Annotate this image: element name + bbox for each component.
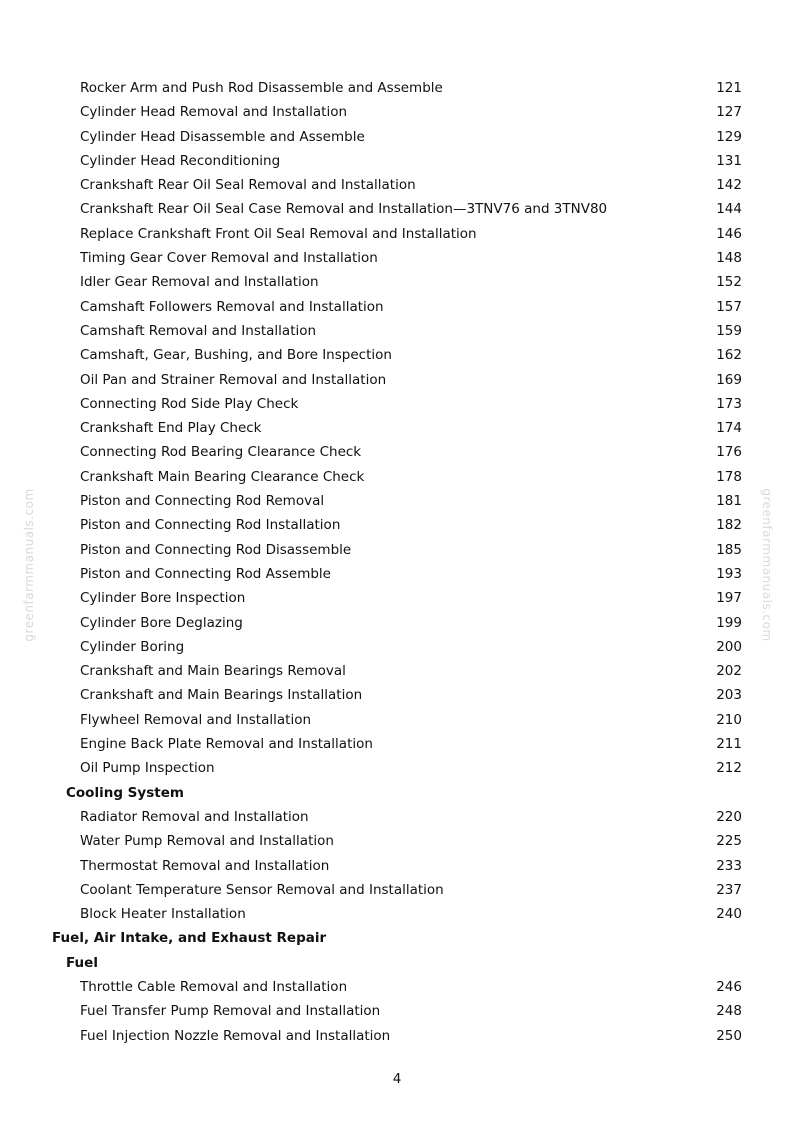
toc-entry[interactable]: [0, 197, 794, 221]
toc-chapter-heading[interactable]: [0, 926, 794, 950]
toc-entry-page: 246: [716, 978, 742, 995]
toc-entry[interactable]: [0, 76, 794, 100]
toc-entry[interactable]: [0, 659, 794, 683]
toc-entry[interactable]: [0, 270, 794, 294]
toc-entry-page: 197: [716, 590, 742, 607]
table-of-contents: [0, 76, 794, 1048]
toc-entry-title: Cylinder Boring: [80, 638, 185, 655]
toc-entry[interactable]: [0, 319, 794, 343]
toc-entry[interactable]: [0, 878, 794, 902]
toc-entry-title: Throttle Cable Removal and Installation: [80, 978, 348, 995]
toc-entry-title: Piston and Connecting Rod Removal: [80, 493, 325, 510]
toc-entry[interactable]: [0, 246, 794, 270]
toc-entry-page: 210: [716, 711, 742, 728]
toc-entry-page: 182: [716, 517, 742, 534]
toc-entry-title: Flywheel Removal and Installation: [80, 711, 312, 728]
toc-entry-page: 250: [716, 1027, 742, 1044]
toc-entry[interactable]: [0, 854, 794, 878]
toc-entry[interactable]: [0, 562, 794, 586]
toc-entry[interactable]: [0, 440, 794, 464]
toc-entry-page: 185: [716, 541, 742, 558]
toc-entry-title: Radiator Removal and Installation: [80, 808, 309, 825]
toc-entry-page: 178: [716, 468, 742, 485]
toc-entry-title: Timing Gear Cover Removal and Installation: [80, 250, 378, 267]
toc-entry-page: 152: [716, 274, 742, 291]
toc-entry-page: 225: [716, 833, 742, 850]
toc-entry-title: Camshaft, Gear, Bushing, and Bore Inspection: [80, 347, 392, 364]
toc-entry-page: 162: [716, 347, 742, 364]
toc-entry[interactable]: [0, 173, 794, 197]
toc-entry-title: Camshaft Removal and Installation: [80, 322, 317, 339]
toc-section-heading[interactable]: [0, 951, 794, 975]
toc-entry-page: 237: [716, 881, 742, 898]
toc-entry-page: 174: [716, 420, 742, 437]
toc-entry[interactable]: [0, 513, 794, 537]
toc-entry-page: 193: [716, 565, 742, 582]
toc-entry-page: 142: [716, 177, 742, 194]
toc-entry-page: 148: [716, 250, 742, 267]
toc-entry-title: Idler Gear Removal and Installation: [80, 274, 319, 291]
toc-entry[interactable]: [0, 149, 794, 173]
toc-chapter-title: Fuel, Air Intake, and Exhaust Repair: [52, 930, 327, 947]
toc-entry-title: Crankshaft Rear Oil Seal Removal and Installation: [80, 177, 416, 194]
toc-entry[interactable]: [0, 805, 794, 829]
toc-entry[interactable]: [0, 708, 794, 732]
toc-entry-page: 200: [716, 638, 742, 655]
toc-entry-title: Coolant Temperature Sensor Removal and Installation: [80, 881, 444, 898]
toc-entry-page: 176: [716, 444, 742, 461]
toc-entry-page: 220: [716, 808, 742, 825]
toc-entry-page: 127: [716, 104, 742, 121]
toc-entry-page: 181: [716, 493, 742, 510]
toc-entry-title: Water Pump Removal and Installation: [80, 833, 334, 850]
toc-entry-title: Oil Pan and Strainer Removal and Installation: [80, 371, 387, 388]
toc-entry[interactable]: [0, 222, 794, 246]
toc-entry-title: Cylinder Bore Deglazing: [80, 614, 243, 631]
watermark-right: greenfarmmanuals.com: [760, 488, 774, 642]
toc-entry[interactable]: [0, 489, 794, 513]
toc-entry[interactable]: [0, 392, 794, 416]
toc-entry-page: 199: [716, 614, 742, 631]
toc-entry[interactable]: [0, 465, 794, 489]
toc-entry-title: Piston and Connecting Rod Installation: [80, 517, 341, 534]
toc-entry[interactable]: [0, 756, 794, 780]
toc-entry-page: 157: [716, 298, 742, 315]
toc-entry-page: 233: [716, 857, 742, 874]
toc-entry-page: 131: [716, 152, 742, 169]
toc-entry[interactable]: [0, 902, 794, 926]
toc-entry-page: 240: [716, 906, 742, 923]
toc-entry-page: 203: [716, 687, 742, 704]
toc-entry-title: Crankshaft Main Bearing Clearance Check: [80, 468, 365, 485]
toc-entry-title: Fuel Injection Nozzle Removal and Installation: [80, 1027, 391, 1044]
toc-entry-title: Thermostat Removal and Installation: [80, 857, 330, 874]
toc-entry-page: 159: [716, 322, 742, 339]
toc-entry-page: 248: [716, 1003, 742, 1020]
toc-entry[interactable]: [0, 100, 794, 124]
toc-entry[interactable]: [0, 295, 794, 319]
watermark-left: greenfarmmanuals.com: [22, 488, 36, 642]
toc-entry[interactable]: [0, 683, 794, 707]
toc-entry[interactable]: [0, 416, 794, 440]
toc-entry-title: Rocker Arm and Push Rod Disassemble and Assemble: [80, 80, 443, 96]
toc-entry-page: 211: [716, 736, 742, 753]
toc-entry-page: 212: [716, 760, 742, 777]
toc-entry-title: Cylinder Head Removal and Installation: [80, 104, 348, 121]
toc-entry-title: Crankshaft Rear Oil Seal Case Removal and Installation—3TNV76 and 3TNV80: [80, 201, 608, 218]
toc-section-title: Cooling System: [66, 784, 184, 801]
toc-entry[interactable]: [0, 611, 794, 635]
toc-entry-title: Replace Crankshaft Front Oil Seal Removal and Installation: [80, 225, 477, 242]
toc-entry[interactable]: [0, 125, 794, 149]
toc-entry[interactable]: [0, 586, 794, 610]
toc-entry-page: 121: [716, 80, 742, 96]
toc-entry-title: Oil Pump Inspection: [80, 760, 215, 777]
toc-entry-title: Cylinder Head Disassemble and Assemble: [80, 128, 365, 145]
toc-entry-title: Crankshaft End Play Check: [80, 420, 262, 437]
toc-entry[interactable]: [0, 343, 794, 367]
toc-entry[interactable]: [0, 975, 794, 999]
toc-entry[interactable]: [0, 829, 794, 853]
page-number: 4: [392, 1071, 402, 1087]
toc-entry-title: Fuel Transfer Pump Removal and Installation: [80, 1003, 381, 1020]
toc-entry-title: Camshaft Followers Removal and Installation: [80, 298, 384, 315]
toc-entry-title: Piston and Connecting Rod Assemble: [80, 565, 331, 582]
toc-entry-title: Crankshaft and Main Bearings Installation: [80, 687, 363, 704]
toc-entry-title: Connecting Rod Bearing Clearance Check: [80, 444, 362, 461]
toc-entry[interactable]: [0, 1024, 794, 1048]
toc-entry[interactable]: [0, 538, 794, 562]
toc-entry-page: 173: [716, 395, 742, 412]
toc-entry-page: 202: [716, 663, 742, 680]
toc-entry-title: Cylinder Bore Inspection: [80, 590, 246, 607]
toc-entry-title: Engine Back Plate Removal and Installation: [80, 736, 373, 753]
toc-entry-title: Piston and Connecting Rod Disassemble: [80, 541, 352, 558]
toc-entry-page: 146: [716, 225, 742, 242]
toc-entry[interactable]: [0, 732, 794, 756]
toc-entry-page: 144: [716, 201, 742, 218]
toc-section-title: Fuel: [66, 954, 98, 971]
toc-section-heading[interactable]: [0, 781, 794, 805]
toc-entry-title: Cylinder Head Reconditioning: [80, 152, 281, 169]
toc-entry-page: 129: [716, 128, 742, 145]
toc-entry-title: Connecting Rod Side Play Check: [80, 395, 299, 412]
toc-entry-page: 169: [716, 371, 742, 388]
toc-entry-title: Block Heater Installation: [80, 906, 246, 923]
toc-entry[interactable]: [0, 635, 794, 659]
toc-entry[interactable]: [0, 999, 794, 1023]
toc-entry[interactable]: [0, 368, 794, 392]
toc-entry-title: Crankshaft and Main Bearings Removal: [80, 663, 346, 680]
